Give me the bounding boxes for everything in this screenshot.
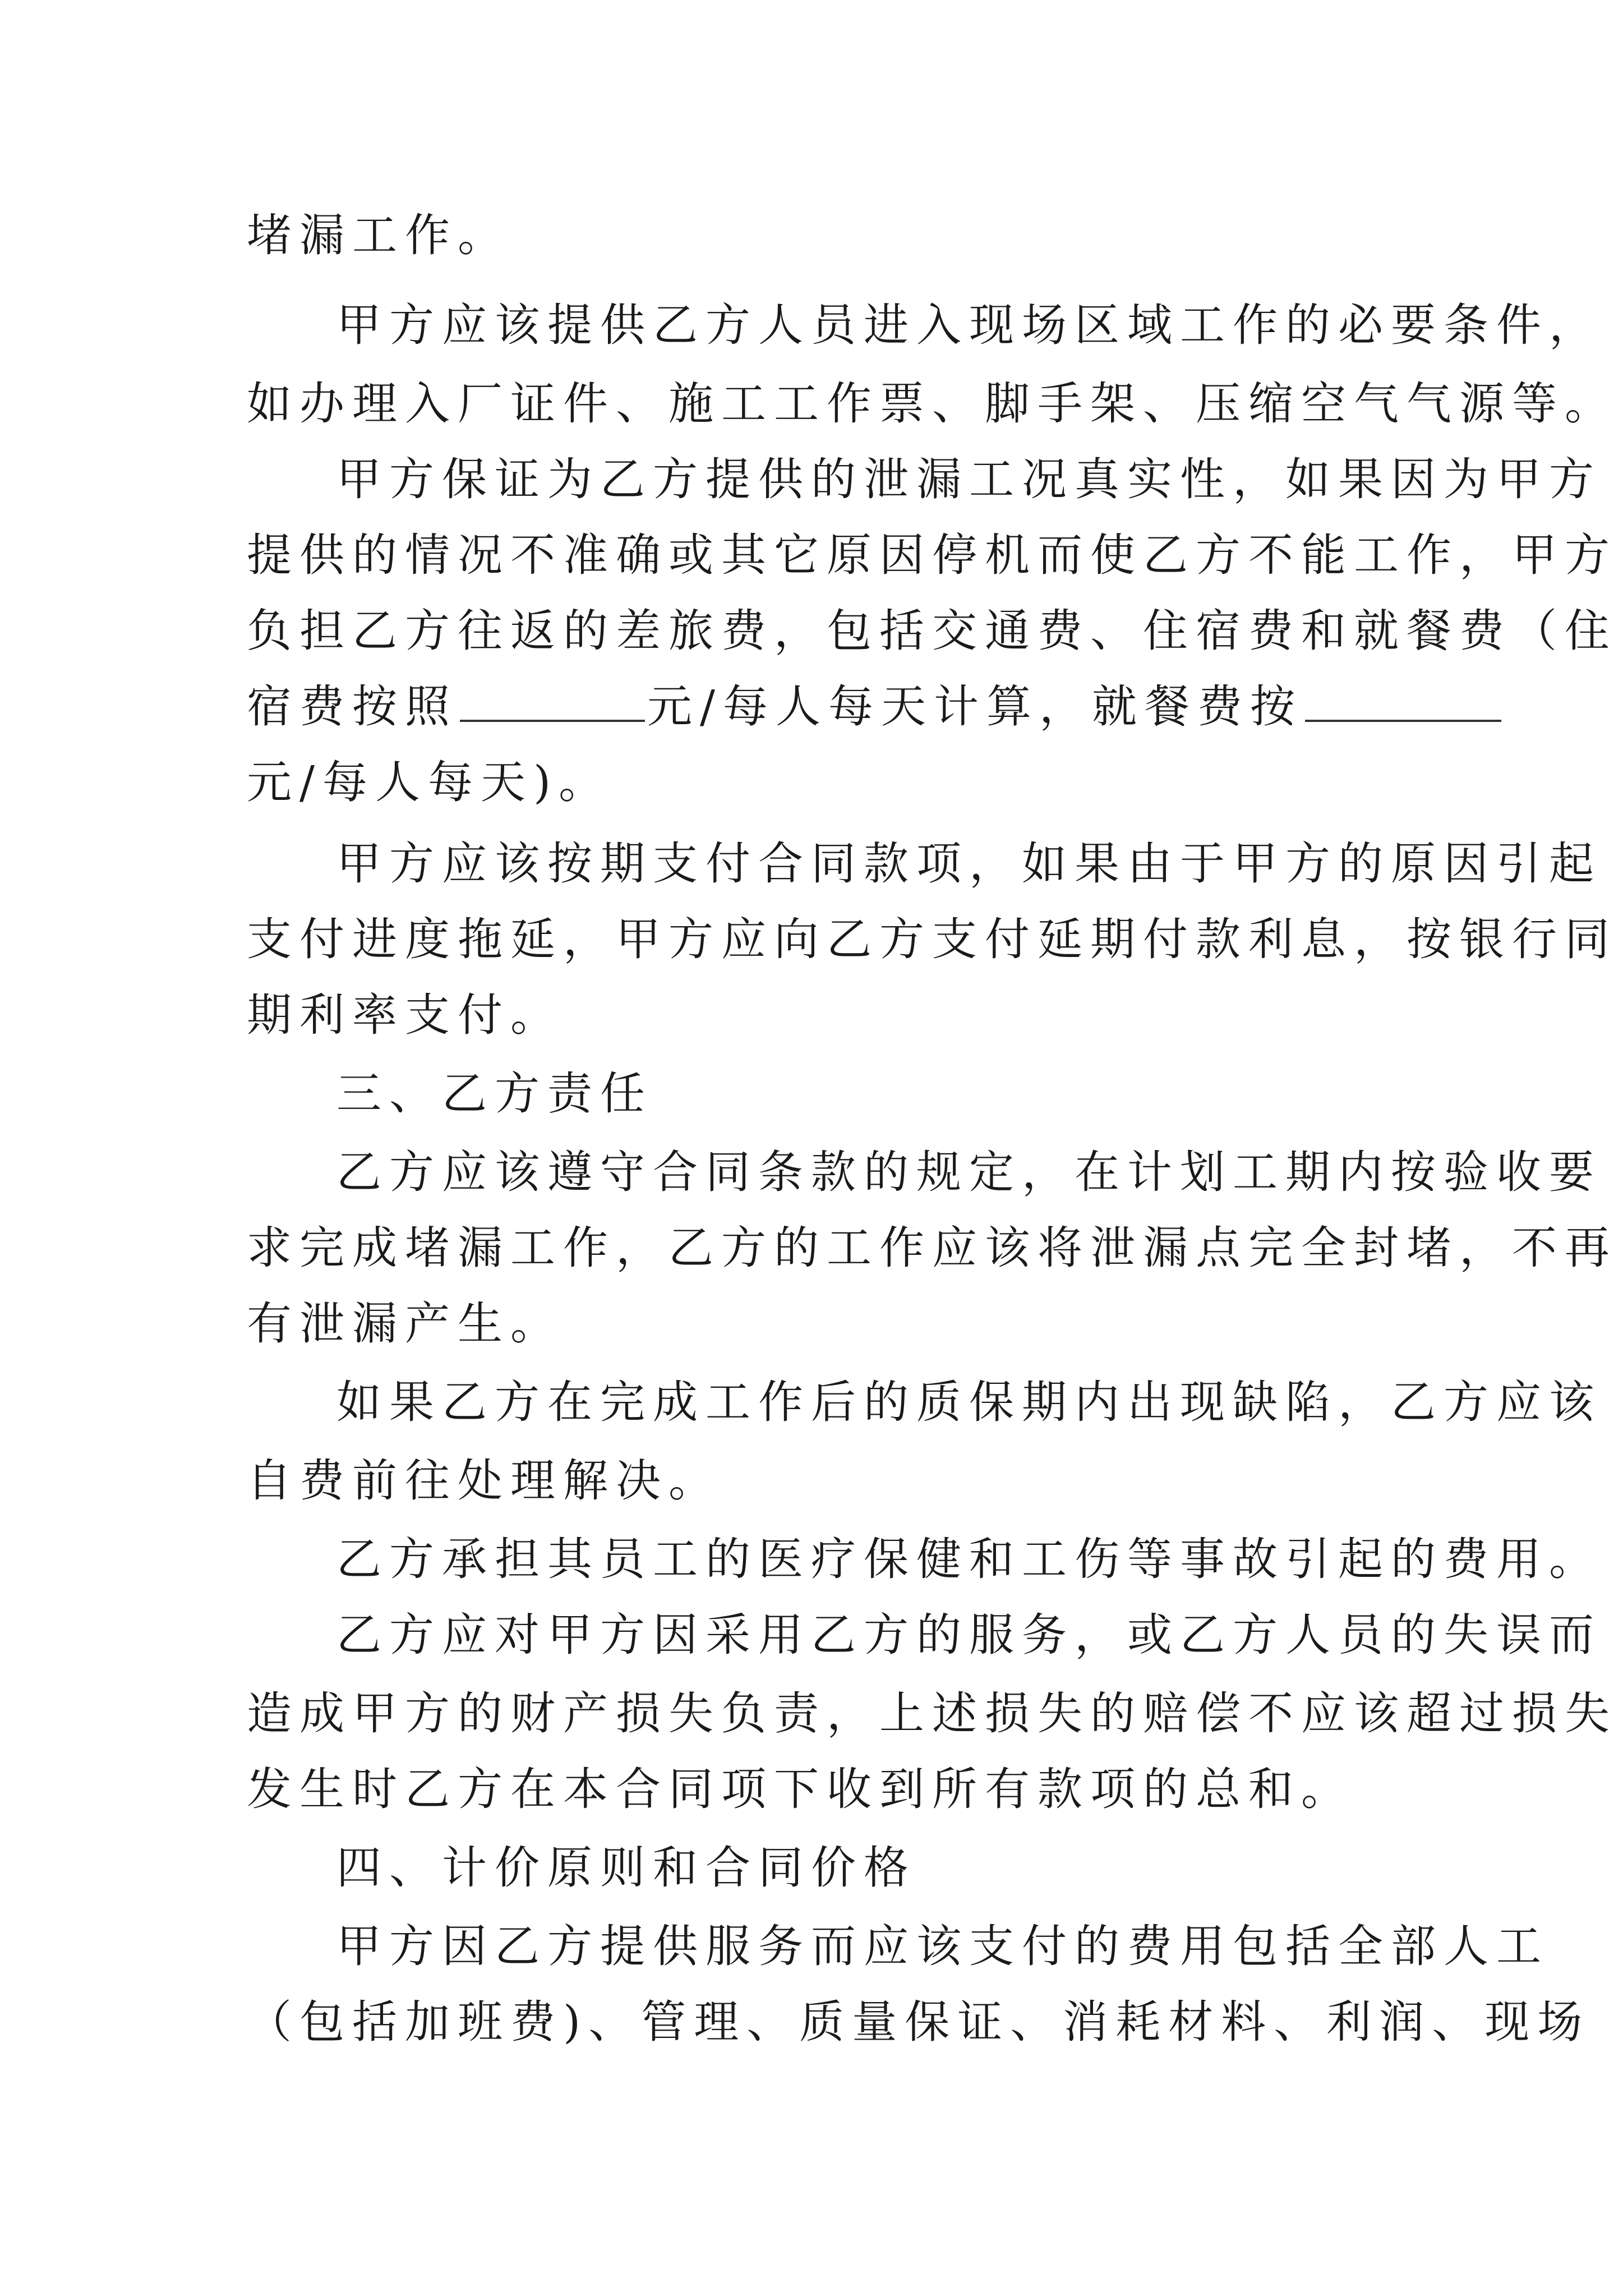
text-line: 甲方应该按期支付合同款项，如果由于甲方的原因引起 [336, 838, 1602, 890]
text-line: 如果乙方在完成工作后的质保期内出现缺陷，乙方应该 [336, 1376, 1602, 1428]
text-line: 发生时乙方在本合同项下收到所有款项的总和。 [247, 1763, 1354, 1815]
text-segment: 元/每人每天计算，就餐费按 [647, 680, 1303, 733]
text-line: 支付进度拖延，甲方应向乙方支付延期付款利息，按银行同 [247, 913, 1617, 965]
text-line: 乙方应对甲方因采用乙方的服务，或乙方人员的失误而 [336, 1609, 1602, 1661]
text-line: （包括加班费)、管理、质量保证、消耗材料、利润、现场 [247, 1996, 1590, 2048]
text-line-with-blanks [247, 679, 1391, 735]
text-line: 如办理入厂证件、施工工作票、脚手架、压缩空气气源等。 [247, 378, 1617, 430]
section-heading: 四、计价原则和合同价格 [336, 1842, 916, 1894]
fill-in-blank-lodging[interactable] [460, 680, 645, 722]
text-line: 自费前往处理解决。 [247, 1455, 721, 1507]
text-line: 有泄漏产生。 [247, 1297, 563, 1350]
text-line: 乙方应该遵守合同条款的规定，在计划工期内按验收要 [336, 1146, 1602, 1198]
text-line: 甲方因乙方提供服务而应该支付的费用包括全部人工 [336, 1920, 1549, 1972]
text-segment: 宿费按照 [247, 680, 458, 733]
text-line: 甲方应该提供乙方人员进入现场区域工作的必要条件， [336, 299, 1602, 351]
text-line: 元/每人每天)。 [247, 756, 612, 808]
text-line: 求完成堵漏工作，乙方的工作应该将泄漏点完全封堵，不再 [247, 1222, 1617, 1274]
text-line: 提供的情况不准确或其它原因停机而使乙方不能工作，甲方 [247, 529, 1617, 581]
text-line: 负担乙方往返的差旅费，包括交通费、住宿费和就餐费（住 [247, 605, 1617, 657]
text-line: 堵漏工作。 [247, 209, 510, 261]
text-line: 甲方保证为乙方提供的泄漏工况真实性，如果因为甲方 [336, 453, 1602, 505]
fill-in-blank-meals[interactable] [1305, 680, 1501, 722]
text-line: 乙方承担其员工的医疗保健和工伤等事故引起的费用。 [336, 1533, 1602, 1585]
text-line: 造成甲方的财产损失负责，上述损失的赔偿不应该超过损失 [247, 1687, 1617, 1740]
text-line: 期利率支付。 [247, 989, 563, 1041]
section-heading: 三、乙方责任 [336, 1068, 653, 1120]
